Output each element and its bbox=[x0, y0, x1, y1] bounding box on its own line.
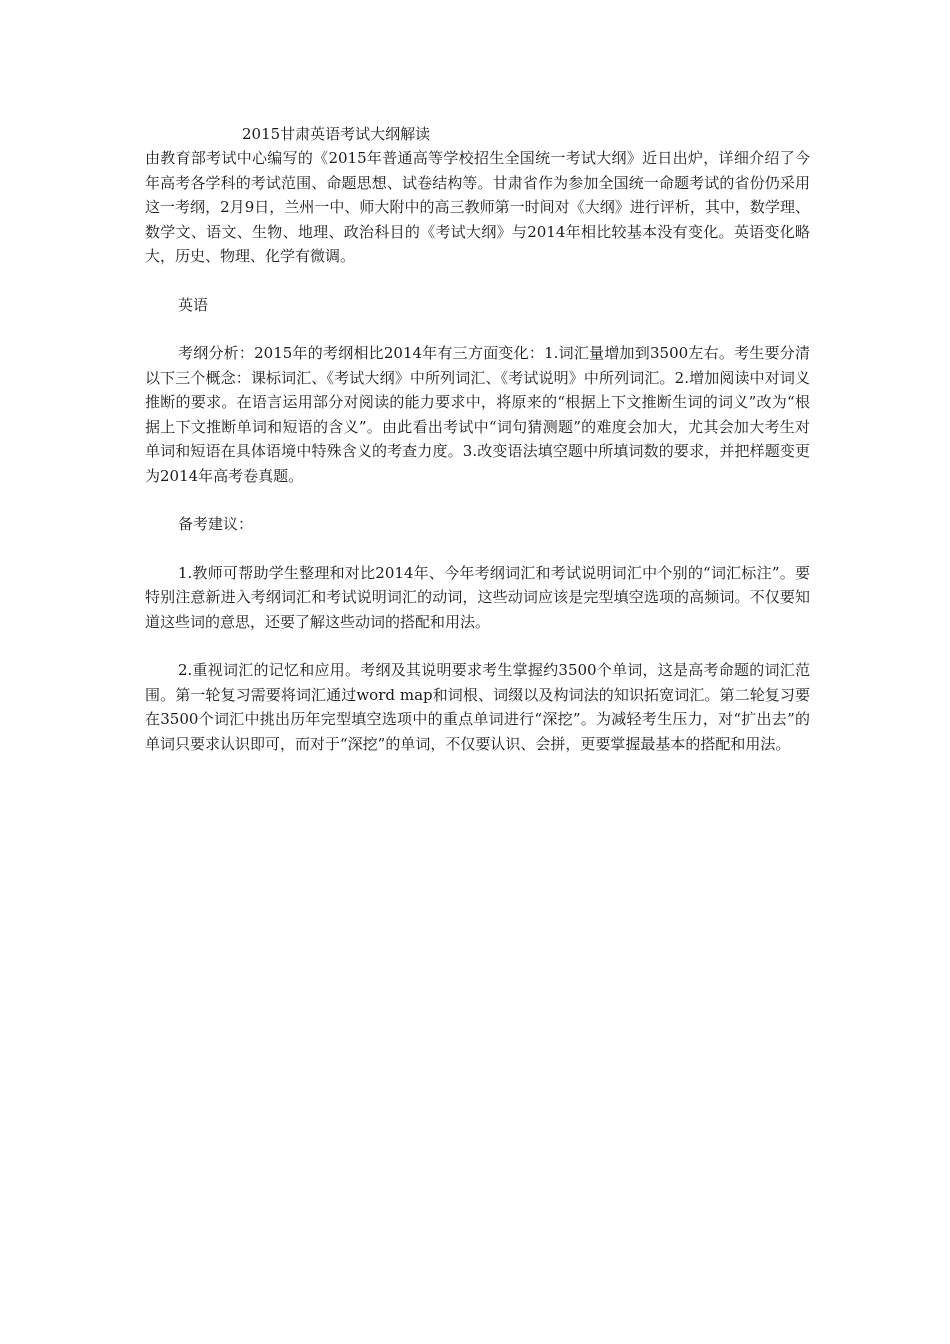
spacer bbox=[145, 269, 810, 293]
advice-paragraph-2: 2.重视词汇的记忆和应用。考纲及其说明要求考生掌握约3500个单词，这是高考命题的词汇范围。第一轮复习需要将词汇通过word map和词根、词缀以及构词法的知识拓宽词汇。第二轮复习要在3500个词汇中挑出历年完型填空选项中的重点单词进行“深挖”。为减轻考生压力，对“扩出去”的单词只要求认识即可，而对于“深挖”的单词，不仅要认识、会拼，更要掌握最基本的搭配和用法。 bbox=[145, 661, 810, 753]
section-heading-advice: 备考建议： bbox=[178, 515, 254, 533]
document-title: 2015甘肃英语考试大纲解读 bbox=[242, 125, 431, 143]
spacer bbox=[145, 537, 810, 561]
spacer bbox=[145, 488, 810, 512]
intro-paragraph: 由教育部考试中心编写的《2015年普通高等学校招生全国统一考试大纲》近日出炉，详细介绍了今年高考各学科的考试范围、命题思想、试卷结构等。甘肃省作为参加全国统一命题考试的省份仍采用这一考纲，2月9日，兰州一中、师大附中的高三教师第一时间对《大纲》进行评析，其中，数学理、数学文、语文、生物、地理、政治科目的《考试大纲》与2014年相比较基本没有变化。英语变化略大，历史、物理、化学有微调。 bbox=[145, 149, 810, 265]
spacer bbox=[145, 317, 810, 341]
spacer bbox=[145, 634, 810, 658]
section-heading-english: 英语 bbox=[178, 295, 209, 314]
analysis-paragraph: 考纲分析：2015年的考纲相比2014年有三方面变化：1.词汇量增加到3500左右。考生要分清以下三个概念：课标词汇、《考试大纲》中所列词汇、《考试说明》中所列词汇。2.增加阅读中对词义推断的要求。在语言运用部分对阅读的能力要求中，将原来的“根据上下文推断生词的词义”改为“根据上下文推断单词和短语的含义”。由此看出考试中“词句猜测题”的难度会加大，尤其会加大考生对单词和短语在具体语境中特殊含义的考查力度。3.改变语法填空题中所填词数的要求，并把样题变更为2014年高考卷真题。 bbox=[145, 344, 810, 485]
advice-paragraph-1: 1.教师可帮助学生整理和对比2014年、今年考纲词汇和考试说明词汇中个别的“词汇标注”。要特别注意新进入考纲词汇和考试说明词汇的动词，这些动词应该是完型填空选项的高频词。不仅要知道这些词的意思，还要了解这些动词的搭配和用法。 bbox=[145, 563, 810, 631]
document-page bbox=[145, 122, 810, 756]
